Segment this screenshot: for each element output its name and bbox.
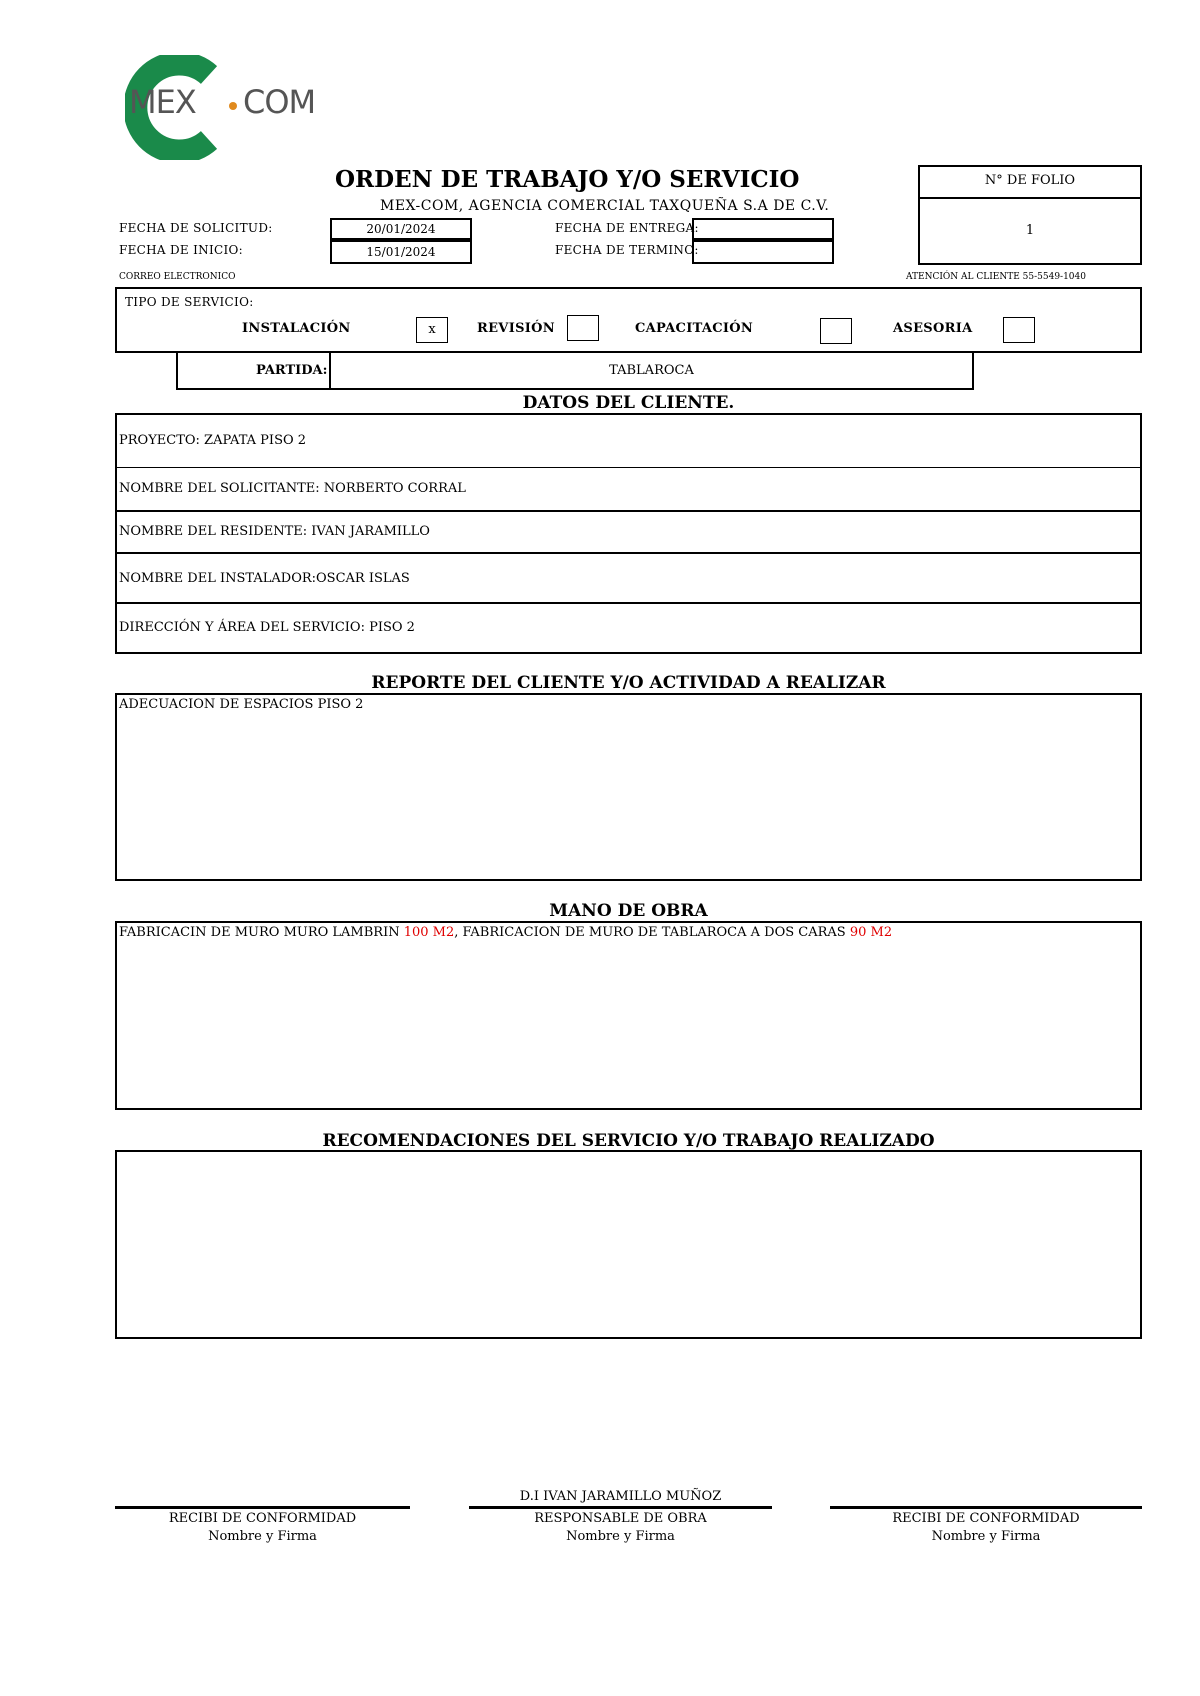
correo-label: CORREO ELECTRONICO — [119, 272, 236, 282]
folio-label: N° DE FOLIO — [984, 173, 1076, 188]
signature-right-sub: Nombre y Firma — [931, 1529, 1041, 1544]
reporte-box[interactable] — [115, 693, 1142, 881]
residente-field: NOMBRE DEL RESIDENTE: IVAN JARAMILLO — [119, 524, 430, 539]
logo-text-com: COM — [243, 83, 316, 121]
partida-box — [176, 353, 974, 390]
divider — [115, 467, 1142, 468]
folio-value: 1 — [1025, 223, 1035, 238]
tipo-servicio-box — [115, 287, 1142, 353]
instalacion-checkbox[interactable]: x — [416, 317, 448, 343]
capacitacion-checkbox[interactable] — [820, 318, 852, 344]
instalador-field: NOMBRE DEL INSTALADOR:OSCAR ISLAS — [119, 571, 410, 586]
partida-label: PARTIDA: — [256, 363, 328, 378]
signature-left-sub: Nombre y Firma — [208, 1529, 317, 1544]
company-logo — [125, 55, 345, 160]
partida-value: TABLAROCA — [609, 363, 694, 378]
revision-label: REVISIÓN — [477, 321, 555, 336]
capacitacion-label: CAPACITACIÓN — [635, 321, 754, 336]
mano-obra-part1: FABRICACIN DE MURO MURO LAMBRIN — [119, 925, 404, 940]
tipo-servicio-label: TIPO DE SERVICIO: — [125, 295, 254, 309]
company-name: MEX-COM, AGENCIA COMERCIAL TAXQUEÑA S.A DE C.V. — [380, 198, 830, 214]
mano-obra-part2: , FABRICACION DE MURO DE TABLAROCA A DOS CARAS — [454, 925, 850, 940]
mano-obra-box[interactable] — [115, 921, 1142, 1110]
solicitante-field: NOMBRE DEL SOLICITANTE: NORBERTO CORRAL — [119, 481, 466, 496]
fecha-entrega-label: FECHA DE ENTREGA: — [555, 221, 699, 235]
fecha-solicitud-value: 20/01/2024 — [366, 222, 436, 236]
reporte-title: REPORTE DEL CLIENTE Y/O ACTIVIDAD A REALIZAR — [371, 673, 886, 693]
datos-cliente-title: DATOS DEL CLIENTE. — [522, 393, 735, 413]
fecha-solicitud-label: FECHA DE SOLICITUD: — [119, 221, 273, 235]
proyecto-field: PROYECTO: ZAPATA PISO 2 — [119, 433, 307, 448]
divider — [115, 602, 1142, 604]
signature-right-title: RECIBI DE CONFORMIDAD — [892, 1511, 1080, 1526]
asesoria-label: ASESORIA — [893, 321, 973, 336]
fecha-solicitud-field[interactable] — [330, 218, 472, 240]
instalacion-label: INSTALACIÓN — [242, 321, 351, 336]
mano-obra-title: MANO DE OBRA — [549, 901, 708, 921]
signature-center-title: RESPONSABLE DE OBRA — [534, 1511, 707, 1526]
direccion-field: DIRECCIÓN Y ÁREA DEL SERVICIO: PISO 2 — [119, 620, 415, 635]
revision-checkbox[interactable] — [567, 315, 599, 341]
mano-obra-qty1: 100 M2 — [403, 925, 455, 940]
asesoria-checkbox[interactable] — [1003, 317, 1035, 343]
fecha-inicio-field[interactable] — [330, 240, 472, 264]
signature-line-center — [469, 1506, 772, 1509]
folio-box — [918, 165, 1142, 265]
fecha-termino-label: FECHA DE TERMINO: — [555, 243, 699, 257]
mano-obra-text — [119, 925, 892, 940]
signature-line-right — [830, 1506, 1142, 1509]
page-title: ORDEN DE TRABAJO Y/O SERVICIO — [335, 166, 800, 193]
logo-text-mex: MEX — [129, 83, 196, 121]
signature-center-sub: Nombre y Firma — [566, 1529, 675, 1544]
reporte-text: ADECUACION DE ESPACIOS PISO 2 — [119, 697, 364, 712]
divider — [115, 510, 1142, 512]
fecha-inicio-value: 15/01/2024 — [366, 245, 436, 259]
signature-left-title: RECIBI DE CONFORMIDAD — [168, 1511, 357, 1526]
recomendaciones-box[interactable] — [115, 1150, 1142, 1339]
mano-obra-qty2: 90 M2 — [849, 925, 893, 940]
recomendaciones-title: RECOMENDACIONES DEL SERVICIO Y/O TRABAJO REALIZADO — [322, 1131, 935, 1151]
logo-dot-icon — [229, 102, 237, 110]
fecha-termino-field[interactable] — [692, 240, 834, 264]
atencion-cliente: ATENCIÓN AL CLIENTE 55-5549-1040 — [906, 272, 1086, 282]
fecha-inicio-label: FECHA DE INICIO: — [119, 243, 243, 257]
fecha-entrega-field[interactable] — [692, 218, 834, 240]
signature-center-name: D.I IVAN JARAMILLO MUÑOZ — [519, 1489, 722, 1504]
signature-line-left — [115, 1506, 410, 1509]
divider — [115, 552, 1142, 554]
